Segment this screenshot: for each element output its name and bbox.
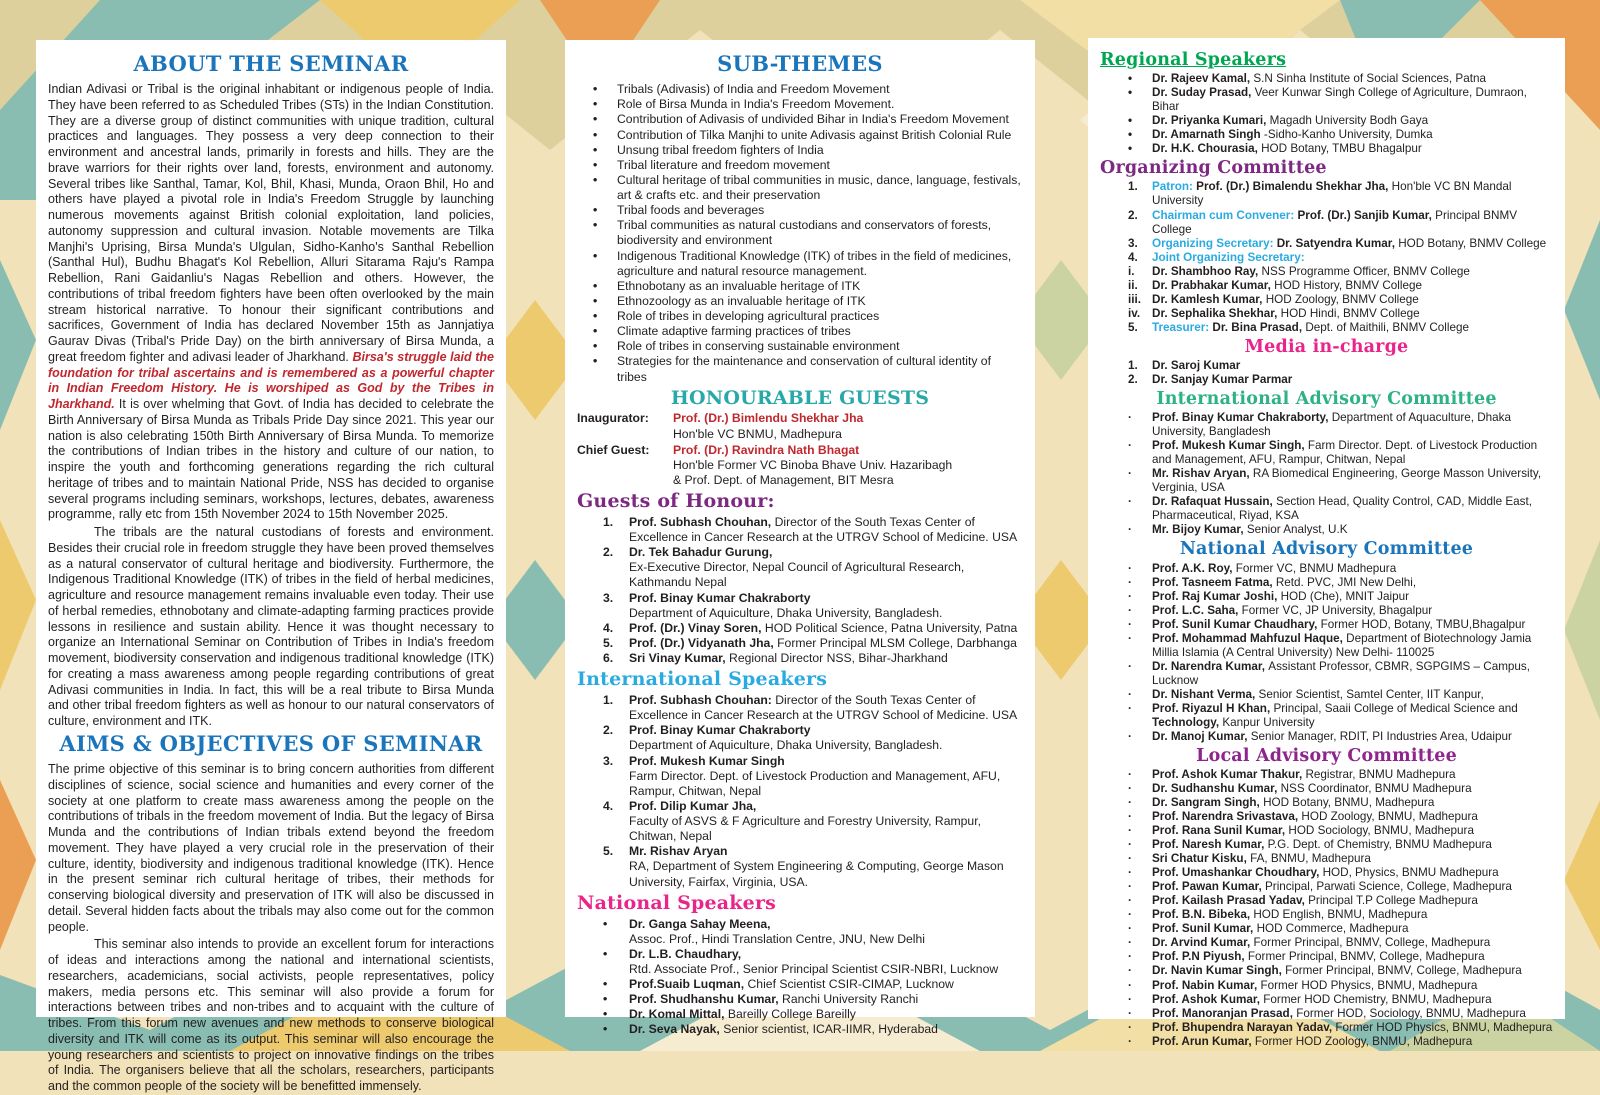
list-item [577, 621, 1023, 636]
list-item-text: Prof.Suaib Luqman, Chief Scientist CSIR-CIMAP, Lucknow [629, 977, 954, 992]
list-item [1100, 936, 1553, 950]
list-item [577, 754, 1023, 799]
international-speakers-title: International Speakers [577, 668, 828, 691]
media-in-charge-list [1100, 359, 1553, 387]
list-item [1100, 768, 1553, 782]
list-item-text: Prof. Riyazul H Khan, Principal, Saaii College of Medical Science and Technology, Kanpur University [1152, 701, 1518, 729]
about-paragraph-1-text: Indian Adivasi or Tribal is the original inhabitant or indigenous people of India. They have been referred to as Scheduled Tribes (STs) in the Indian Constitution. They are a diverse group of distinct communities with unique tradition, cultural practices and languages. They possess a very deep connection to their environment and ancestral lands, primarily in forests and hills. They are the brave warriors for their rights over land, forests, environment and autonomy. Several tribes like Santhal, Tamar, Kol, Bhil, Khasi, Munda, Oraon Bhil, Ho and others have played a pivotal role in India's Freedom Struggle by launching numerous movements against British colonial exploitation, land policies, autonomy suppression and cultural invasion. Notable movements are Tilka Manjhi's Uprising, Birsa Munda's Ulgulan, Sidho-Kanho's Santhal Rebellion (Santhal Hul), Budhu Bhagat's Kol Rebellion, Alluri Sitarama Raju's Rampa Rebellion, Rani Gaidanliu's Nagas Rebellion and others. However, the contributions of tribal freedom fighters have been often overlooked by the main stream historical narrative. To honour their significant contributions and sacrifices, Government of India has declared November 15th as Jannjatiya Gaurav Divas (Tribal's Pride Day) on the birth anniversary of Birsa Munda, a great freedom fighter and adivasi leader of Jharkhand. [48, 82, 494, 364]
list-marker: 1. [603, 514, 614, 529]
list-marker: iv. [1128, 306, 1141, 320]
list-marker: • [593, 127, 598, 142]
list-item [577, 203, 1023, 218]
list-marker: · [1128, 495, 1132, 509]
list-item [1100, 72, 1553, 86]
list-item [1100, 618, 1553, 632]
list-marker: · [1128, 1006, 1132, 1020]
list-item [577, 173, 1023, 203]
list-marker: i. [1128, 264, 1135, 278]
list-marker: • [603, 946, 608, 961]
list-item [577, 309, 1023, 324]
list-item [1100, 824, 1553, 838]
list-marker: · [1128, 866, 1132, 880]
list-item [1100, 359, 1553, 373]
list-item-text: Prof. B.N. Bibeka, HOD English, BNMU, Madhepura [1152, 908, 1428, 922]
list-item-text: Prof. Binay Kumar Chakraborty, Department of Aquaculture, Dhaka University, Bangladesh [1152, 411, 1511, 439]
list-item-text: Prof. P.N Piyush, Former Principal, BNMV, College, Madhepura [1152, 950, 1485, 964]
list-item [577, 97, 1023, 112]
list-marker: • [593, 248, 598, 263]
list-item-text: Dr. H.K. Chourasia, HOD Botany, TMBU Bhagalpur [1152, 142, 1422, 156]
list-item-text: Role of Birsa Munda in India's Freedom Movement. [617, 97, 895, 112]
international-advisory-title: International Advisory Committee [1156, 388, 1497, 409]
list-marker: • [593, 354, 598, 369]
list-marker: • [603, 1022, 608, 1037]
list-marker: 4. [603, 620, 614, 635]
organizing-committee-list [1100, 180, 1553, 334]
list-item [1100, 866, 1553, 880]
list-item-text: Prof. Rana Sunil Kumar, HOD Sociology, BNMU, Madhepura [1152, 824, 1474, 838]
list-marker: · [1128, 659, 1132, 673]
list-marker: · [1128, 729, 1132, 743]
list-item-text: Dr. Rafaquat Hussain, Section Head, Quality Control, CAD, Middle East, Pharmaceutical, Riyad, KSA [1152, 495, 1533, 523]
list-marker: • [593, 293, 598, 308]
list-item [1100, 1035, 1553, 1049]
list-marker: · [1128, 631, 1132, 645]
list-item [577, 992, 1023, 1007]
honourable-guests-block [577, 411, 1023, 488]
list-item-text: Dr. Narendra Kumar, Assistant Professor, CBMR, SGPGIMS – Campus, Lucknow [1152, 659, 1531, 687]
list-item-text: Indigenous Traditional Knowledge (ITK) of tribes in the field of medicines, agriculture and natural resource management. [617, 248, 1012, 278]
list-item-text: Ethnozoology as an invaluable heritage of ITK [617, 293, 866, 308]
list-marker: · [1128, 687, 1132, 701]
list-item [1100, 237, 1553, 251]
list-item [1100, 293, 1553, 307]
list-marker: • [593, 203, 598, 218]
list-item [1100, 307, 1553, 321]
list-item [1100, 142, 1553, 156]
list-item [577, 947, 1023, 977]
list-item-text: Tribal foods and beverages [617, 203, 765, 218]
list-item [1100, 604, 1553, 618]
panel-committees [1088, 38, 1565, 1048]
list-marker: 4. [1128, 250, 1138, 264]
list-item-text: Dr. Shambhoo Ray, NSS Programme Officer, BNMV College [1152, 264, 1470, 278]
list-marker: 5. [603, 635, 614, 650]
list-item [1100, 894, 1553, 908]
list-marker: · [1128, 768, 1132, 782]
guest-affiliation: & Prof. Dept. of Management, BIT Mesra [673, 472, 894, 487]
guest-role-label: Chief Guest: [577, 442, 650, 457]
list-item-text: Dr. Manoj Kumar, Senior Manager, RDIT, PI Industries Area, Udaipur [1152, 729, 1512, 743]
list-item [577, 294, 1023, 309]
list-item-text: Tribals (Adivasis) of India and Freedom Movement [617, 82, 890, 97]
aims-paragraph-1: The prime objective of this seminar is to bring concern authorities from different disciplines of science, social science and humanities and every corner of the society at one platform to create mass awareness among the people on the contributions of tribals in the freedom movement of India. But the legacy of Birsa Munda and the contributions of Indian tribals extend beyond the freedom movement. They have played a very crucial role in the preservation of their culture, identity, biodiversity and indigenous traditional knowledge (ITK). Hence in the present seminar rich cultural heritage of tribes, their methods for conserving biological diversity and preservation of ITK will also be discussed in detail. Several hidden facts about the tribals may also come out for the common people. [48, 762, 494, 934]
list-item-text: Prof. Manoranjan Prasad, Former HOD, Sociology, BNMU, Madhepura [1152, 1006, 1526, 1020]
guest-affiliation: Hon'ble Former VC Binoba Bhave Univ. Hazaribagh [673, 457, 953, 472]
list-item-text: Mr. Bijoy Kumar, Senior Analyst, U.K [1152, 523, 1348, 537]
list-marker: · [1128, 992, 1132, 1006]
list-item-text: Dr. Sephalika Shekhar, HOD Hindi, BNMV College [1152, 306, 1420, 320]
list-item-text: Prof. Naresh Kumar, P.G. Dept. of Chemistry, BNMU Madhepura [1152, 838, 1492, 852]
list-item [1100, 950, 1553, 964]
list-item-text: Mr. Rishav Aryan RA, Department of System Engineering & Computing, George Mason University, Fairfax, Virginia, USA. [629, 844, 1004, 889]
list-item-text: Dr. Saroj Kumar [1152, 358, 1241, 372]
list-item-text: Dr. Seva Nayak, Senior scientist, ICAR-IIMR, Hyderabad [629, 1022, 938, 1037]
list-item-text: Tribal communities as natural custodians and conservators of forests, biodiversity and environment [617, 218, 992, 248]
honourable-guest-row [577, 443, 1023, 488]
list-item-text: Prof. Kailash Prasad Yadav, Principal T.P College Madhepura [1152, 894, 1478, 908]
list-item-text: Dr. Arvind Kumar, Former Principal, BNMV, College, Madhepura [1152, 936, 1491, 950]
list-item [1100, 467, 1553, 495]
list-item [1100, 632, 1553, 660]
list-item [1100, 688, 1553, 702]
list-item [1100, 209, 1553, 237]
organizing-committee-title: Organizing Committee [1100, 158, 1327, 179]
list-marker: ii. [1128, 278, 1138, 292]
list-item [1100, 114, 1553, 128]
list-item [577, 158, 1023, 173]
list-item [577, 636, 1023, 651]
list-item-text: Prof. Tasneem Fatma, Retd. PVC, JMI New Delhi, [1152, 575, 1417, 589]
list-marker: · [1128, 589, 1132, 603]
list-item-text: Joint Organizing Secretary: [1152, 250, 1305, 264]
list-marker: • [603, 1007, 608, 1022]
list-marker: • [593, 142, 598, 157]
list-marker: · [1128, 894, 1132, 908]
list-item [577, 249, 1023, 279]
list-marker: • [593, 278, 598, 293]
list-item [577, 917, 1023, 947]
list-item-text: Cultural heritage of tribal communities in music, dance, language, festivals, art & crafts etc. and their preservation [617, 172, 1021, 203]
list-item [1100, 964, 1553, 978]
panel-about-seminar [36, 40, 506, 1094]
list-item [577, 128, 1023, 143]
list-marker: · [1128, 561, 1132, 575]
list-marker: • [603, 916, 608, 931]
list-marker: 5. [1128, 320, 1138, 334]
list-item-text: Prof. Shudhanshu Kumar, Ranchi University Ranchi [629, 992, 919, 1007]
list-item-text: Climate adaptive farming practices of tribes [617, 324, 851, 339]
national-speakers-title: National Speakers [577, 891, 777, 914]
list-item-text: Dr. Kamlesh Kumar, HOD Zoology, BNMV College [1152, 292, 1419, 306]
list-item-text: Contribution of Tilka Manjhi to unite Adivasis against British Colonial Rule [617, 127, 1012, 142]
guests-of-honour-title: Guests of Honour: [577, 490, 775, 513]
list-item-text: Prof. Nabin Kumar, Former HOD Physics, BNMU, Madhepura [1152, 978, 1478, 992]
list-marker: · [1128, 936, 1132, 950]
list-marker: · [1128, 701, 1132, 715]
guest-details [673, 443, 1023, 488]
list-item [577, 279, 1023, 294]
list-marker: • [593, 218, 598, 233]
list-item [577, 844, 1023, 889]
national-speakers-list [577, 917, 1023, 1038]
list-marker: 2. [603, 545, 614, 560]
list-item [1100, 265, 1553, 279]
list-item-text: Sri Chatur Kisku, FA, BNMU, Madhepura [1152, 852, 1371, 866]
list-item-text: Prof. Pawan Kumar, Principal, Parwati Science, College, Madhepura [1152, 880, 1512, 894]
list-item-text: Sri Vinay Kumar, Regional Director NSS, Bihar-Jharkhand [629, 651, 948, 666]
list-item [577, 324, 1023, 339]
list-marker: · [1128, 575, 1132, 589]
list-marker: 1. [603, 693, 614, 708]
list-marker: 5. [603, 844, 614, 859]
honourable-guest-row [577, 411, 1023, 441]
list-marker: · [1128, 523, 1132, 537]
list-item [577, 515, 1023, 545]
list-item-text: Strategies for the maintenance and conservation of cultural identity of tribes [617, 354, 991, 384]
list-marker: • [593, 309, 598, 324]
list-item-text: Contribution of Adivasis of undivided Bihar in India's Freedom Movement [617, 112, 1009, 127]
about-paragraph-1 [48, 82, 494, 523]
list-item [1100, 730, 1553, 744]
list-marker: • [593, 82, 598, 97]
list-item-text: Prof. L.C. Saha, Former VC, JP University, Bhagalpur [1152, 603, 1433, 617]
guest-affiliation: Hon'ble VC BNMU, Madhepura [673, 426, 842, 441]
list-item [577, 1022, 1023, 1037]
international-advisory-list [1100, 411, 1553, 537]
list-item [577, 354, 1023, 384]
about-seminar-title: ABOUT THE SEMINAR [133, 51, 409, 76]
list-item-text: Prof. Sunil Kumar, HOD Commerce, Madhepura [1152, 922, 1409, 936]
list-item-text: Prof. Arun Kumar, Former HOD Zoology, BNMU, Madhepura [1152, 1034, 1473, 1048]
list-item-text: Prof. Ashok Kumar Thakur, Registrar, BNMU Madhepura [1152, 768, 1456, 782]
list-marker: 2. [1128, 208, 1138, 222]
list-item [1100, 523, 1553, 537]
about-paragraph-2: The tribals are the natural custodians of forests and environment. Besides their crucial role in freedom struggle they have been proved themselves as a natural conservator of cultural heritage and biodiversity. Furthermore, the Indigenous Traditional Knowledge (ITK) of tribes in the field of herbal medicines, agriculture and resource management remains invaluable even today. Their use of herbal remedies, ethnobotany and climate-adapting farming practices provide lessons in resilience and sustain ability. Hence it was thought necessary to organize an International Seminar on Contribution of Tribes in India's freedom movement, biodiversity conservation and indigenous traditional knowledge (ITK) for creating a mass awareness among people regarding contributions of great Adivasi communities in India. In fact, this will be a real tribute to Birsa Munda and other tribal freedom fighters as well as honour to our natural conservators of culture, environment and ITK. [48, 525, 494, 729]
list-item-text: Dr. Komal Mittal, Bareilly College Bareilly [629, 1007, 856, 1022]
list-item-text: Dr. Sangram Singh, HOD Botany, BNMU, Madhepura [1152, 796, 1435, 810]
list-marker: · [1128, 880, 1132, 894]
list-marker: • [593, 339, 598, 354]
list-item [1100, 880, 1553, 894]
list-item [577, 977, 1023, 992]
list-marker: 4. [603, 798, 614, 813]
list-marker: • [593, 172, 598, 187]
aims-objectives-title: AIMS & OBJECTIVES OF SEMINAR [59, 730, 483, 756]
list-item-text: Organizing Secretary: Dr. Satyendra Kumar, HOD Botany, BNMV College [1152, 236, 1547, 250]
media-in-charge-title: Media in-charge [1244, 336, 1409, 357]
list-marker: · [1128, 411, 1132, 425]
list-item [1100, 279, 1553, 293]
aims-paragraph-2: This seminar also intends to provide an excellent forum for interactions of ideas and interactions among the national and international scientists, researchers, academicians, social activists, people representatives, policy makers, media persons etc. This seminar will also provide a forum for interactions between tribes and non-tribes and to acquaint with the culture of tribes. From this forum new avenues and new methods to conserve biological diversity and ITK will come as its output. This seminar will also encourage the young researchers and scientists to project on innovative findings on the tribes of India. The organisers believe that all the scholars, researchers, participants and the common people of the society will be benefitted immensely. [48, 937, 494, 1094]
list-item [1100, 852, 1553, 866]
international-speakers-list [577, 693, 1023, 890]
list-marker: • [1128, 142, 1133, 156]
list-item [577, 591, 1023, 621]
list-item-text: Chairman cum Convener: Prof. (Dr.) Sanjib Kumar, Principal BNMV College [1152, 208, 1518, 236]
list-item-text: Dr. Rajeev Kamal, S.N Sinha Institute of Social Sciences, Patna [1152, 72, 1486, 86]
list-marker: · [1128, 617, 1132, 631]
list-marker: · [1128, 1020, 1132, 1034]
list-item [1100, 838, 1553, 852]
list-item [1100, 128, 1553, 142]
list-item [1100, 86, 1553, 114]
list-marker: 2. [1128, 372, 1138, 386]
guest-name: Prof. (Dr.) Ravindra Nath Bhagat [673, 442, 860, 457]
list-item [1100, 810, 1553, 824]
guest-details [673, 411, 1023, 441]
list-item-text: Prof. A.K. Roy, Former VC, BNMU Madhepura [1152, 561, 1397, 575]
list-marker: • [1128, 72, 1133, 86]
list-item [1100, 590, 1553, 604]
list-item-text: Prof. Umashankar Choudhary, HOD, Physics, BNMU Madhepura [1152, 866, 1499, 880]
list-item-text: Dr. Sudhanshu Kumar, NSS Coordinator, BNMU Madhepura [1152, 782, 1472, 796]
list-item-text: Dr. Tek Bahadur Gurung, Ex-Executive Director, Nepal Council of Agricultural Research, Kathmandu Nepal [629, 545, 965, 590]
list-item [1100, 495, 1553, 523]
list-item [1100, 562, 1553, 576]
list-marker: 1. [1128, 180, 1138, 194]
list-item-text: Prof. Subhash Chouhan: Director of the South Texas Center of Excellence in Cancer Research at the UTRGV School of Medicine. USA [629, 693, 1018, 723]
list-item-text: Dr. Ganga Sahay Meena, Assoc. Prof., Hindi Translation Centre, JNU, New Delhi [629, 916, 925, 946]
list-item-text: Dr. Sanjay Kumar Parmar [1152, 372, 1293, 386]
list-marker: 2. [603, 723, 614, 738]
list-marker: 3. [1128, 236, 1138, 250]
list-item-text: Tribal literature and freedom movement [617, 157, 830, 172]
list-item [577, 723, 1023, 753]
list-marker: 3. [603, 590, 614, 605]
list-marker: · [1128, 1034, 1132, 1048]
list-marker: • [1128, 114, 1133, 128]
list-item-text: Dr. Nishant Verma, Senior Scientist, Samtel Center, IIT Kanpur, [1152, 687, 1484, 701]
list-marker: • [593, 324, 598, 339]
list-marker: • [1128, 86, 1133, 100]
guest-role-label: Inaugurator: [577, 411, 649, 426]
list-item [1100, 321, 1553, 335]
sub-themes-list [577, 82, 1023, 385]
panel-subthemes-speakers [565, 40, 1035, 1037]
list-item [1100, 702, 1553, 730]
list-marker: · [1128, 603, 1132, 617]
list-item-text: Prof. Dilip Kumar Jha, Faculty of ASVS & F Agriculture and Forestry University, Rampur, Chitwan, Nepal [629, 798, 981, 844]
about-paragraph-1-continued: It is over whelming that Govt. of India has decided to celebrate the Birth Anniversary of Birsa Munda as Tribals Pride Day since 2021. This year our nation is also celebrating 150th Birth Anniversary of Birsa Munda. To memorize the contributions of Indian tribes in the history and culture of our nation, to inspire the youth and forthcoming generations regarding the rich cultural heritage of tribes and to maintain National Pride, NSS has decided to organise several programs including seminars, workshops, lectures, debates, awareness programme, rally etc from 15th November 2024 to 15th November 2025. [48, 397, 494, 522]
list-item [1100, 1021, 1553, 1035]
list-marker: iii. [1128, 292, 1141, 306]
list-item [1100, 908, 1553, 922]
list-item [577, 1007, 1023, 1022]
guests-of-honour-list [577, 515, 1023, 666]
list-marker: · [1128, 978, 1132, 992]
list-item-text: Prof. Narendra Srivastava, HOD Zoology, BNMU, Madhepura [1152, 810, 1478, 824]
list-marker: · [1128, 439, 1132, 453]
list-item [577, 693, 1023, 723]
list-item [1100, 660, 1553, 688]
list-item [1100, 373, 1553, 387]
list-item [1100, 251, 1553, 265]
list-marker: · [1128, 964, 1132, 978]
list-item-text: Prof. Mohammad Mahfuzul Haque, Department of Biotechnology Jamia Millia Islamia (A Central University) New Delhi- 110025 [1152, 631, 1532, 659]
list-item-text: Dr. L.B. Chaudhary, Rtd. Associate Prof., Senior Principal Scientist CSIR-NBRI, Lucknow [629, 946, 999, 976]
list-item [1100, 180, 1553, 208]
list-marker: • [603, 992, 608, 1007]
national-advisory-title: National Advisory Committee [1179, 539, 1474, 560]
list-item [1100, 439, 1553, 467]
list-item [1100, 993, 1553, 1007]
list-marker: · [1128, 782, 1132, 796]
list-marker: 3. [603, 753, 614, 768]
list-marker: · [1128, 796, 1132, 810]
list-marker: 6. [603, 651, 614, 666]
list-marker: • [1128, 128, 1133, 142]
list-marker: · [1128, 838, 1132, 852]
list-item-text: Prof. Subhash Chouhan, Director of the South Texas Center of Excellence in Cancer Research at the UTRGV School of Medicine. USA [629, 514, 1018, 545]
list-item-text: Dr. Navin Kumar Singh, Former Principal, BNMV, College, Madhepura [1152, 964, 1522, 978]
list-item [577, 112, 1023, 127]
list-item [1100, 576, 1553, 590]
list-marker: • [593, 112, 598, 127]
honourable-guests-title: HONOURABLE GUESTS [670, 386, 930, 409]
list-marker: · [1128, 824, 1132, 838]
list-item-text: Treasurer: Dr. Bina Prasad, Dept. of Maithili, BNMV College [1152, 320, 1470, 334]
local-advisory-list [1100, 768, 1553, 1049]
list-marker: · [1128, 467, 1132, 481]
list-item-text: Ethnobotany as an invaluable heritage of ITK [617, 278, 861, 293]
list-marker: · [1128, 908, 1132, 922]
birsa-highlight-text: Birsa's struggle laid the foundation for tribal ascertains and is remembered as a powerful chapter in Indian Freedom History. He is worshiped as God by the Tribes in Jharkhand. [48, 349, 494, 412]
list-item-text: Prof. Binay Kumar Chakraborty Department of Aquiculture, Dhaka University, Bangladesh. [629, 723, 943, 753]
list-item [1100, 922, 1553, 936]
list-item-text: Prof. Mukesh Kumar Singh Farm Director. Dept. of Livestock Production and Management, AFU, Rampur, Chitwan, Nepal [629, 753, 1001, 798]
list-marker: · [1128, 950, 1132, 964]
list-item [1100, 782, 1553, 796]
list-item [577, 799, 1023, 844]
list-marker: · [1128, 922, 1132, 936]
list-item-text: Dr. Amarnath Singh -Sidho-Kanho University, Dumka [1152, 128, 1433, 142]
list-item-text: Mr. Rishav Aryan, RA Biomedical Engineering, George Masson University, Verginia, USA [1152, 467, 1542, 495]
list-item [1100, 796, 1553, 810]
list-item-text: Prof. Binay Kumar Chakraborty Department of Aquiculture, Dhaka University, Bangladesh. [629, 590, 943, 620]
list-item [577, 339, 1023, 354]
list-item-text: Dr. Prabhakar Kumar, HOD History, BNMV College [1152, 278, 1422, 292]
list-item-text: Dr. Suday Prasad, Veer Kunwar Singh College of Agriculture, Dumraon, Bihar [1152, 86, 1527, 114]
national-advisory-list [1100, 562, 1553, 744]
list-item-text: Role of tribes in developing agricultural practices [617, 309, 880, 324]
list-marker: 1. [1128, 358, 1138, 372]
list-item [1100, 979, 1553, 993]
list-item-text: Prof. Raj Kumar Joshi, HOD (Che), MNIT Jaipur [1152, 589, 1409, 603]
list-marker: • [603, 977, 608, 992]
list-item [577, 143, 1023, 158]
local-advisory-title: Local Advisory Committee [1196, 745, 1457, 766]
list-item-text: Prof. (Dr.) Vidyanath Jha, Former Principal MLSM College, Darbhanga [629, 635, 1017, 650]
list-marker: · [1128, 852, 1132, 866]
list-item-text: Prof. Ashok Kumar, Former HOD Chemistry, BNMU, Madhepura [1152, 992, 1492, 1006]
regional-speakers-title: Regional Speakers [1100, 50, 1287, 70]
list-item-text: Role of tribes in conserving sustainable environment [617, 339, 900, 354]
regional-speakers-list [1100, 72, 1553, 156]
list-item-text: Prof. Mukesh Kumar Singh, Farm Director. Dept. of Livestock Production and Management, AFU, Rampur, Chitwan, Nepal [1152, 439, 1538, 467]
list-marker: • [593, 157, 598, 172]
list-item-text: Prof. Bhupendra Narayan Yadav, Former HOD Physics, BNMU, Madhepura [1152, 1020, 1553, 1034]
list-marker: · [1128, 810, 1132, 824]
list-item-text: Patron: Prof. (Dr.) Bimalendu Shekhar Jha, Hon'ble VC BN Mandal University [1152, 180, 1512, 208]
list-item [577, 545, 1023, 590]
list-item-text: Prof. Sunil Kumar Chaudhary, Former HOD, Botany, TMBU,Bhagalpur [1152, 617, 1526, 631]
list-marker: • [593, 97, 598, 112]
list-item-text: Dr. Priyanka Kumari, Magadh University Bodh Gaya [1152, 114, 1429, 128]
list-item-text: Unsung tribal freedom fighters of India [617, 142, 824, 157]
list-item [577, 218, 1023, 248]
list-item [577, 82, 1023, 97]
list-item [1100, 1007, 1553, 1021]
list-item [577, 651, 1023, 666]
sub-themes-title: SUB-THEMES [717, 51, 883, 76]
list-item [1100, 411, 1553, 439]
guest-name: Prof. (Dr.) Bimlendu Shekhar Jha [673, 411, 864, 426]
list-item-text: Prof. (Dr.) Vinay Soren, HOD Political Science, Patna University, Patna [629, 620, 1018, 635]
